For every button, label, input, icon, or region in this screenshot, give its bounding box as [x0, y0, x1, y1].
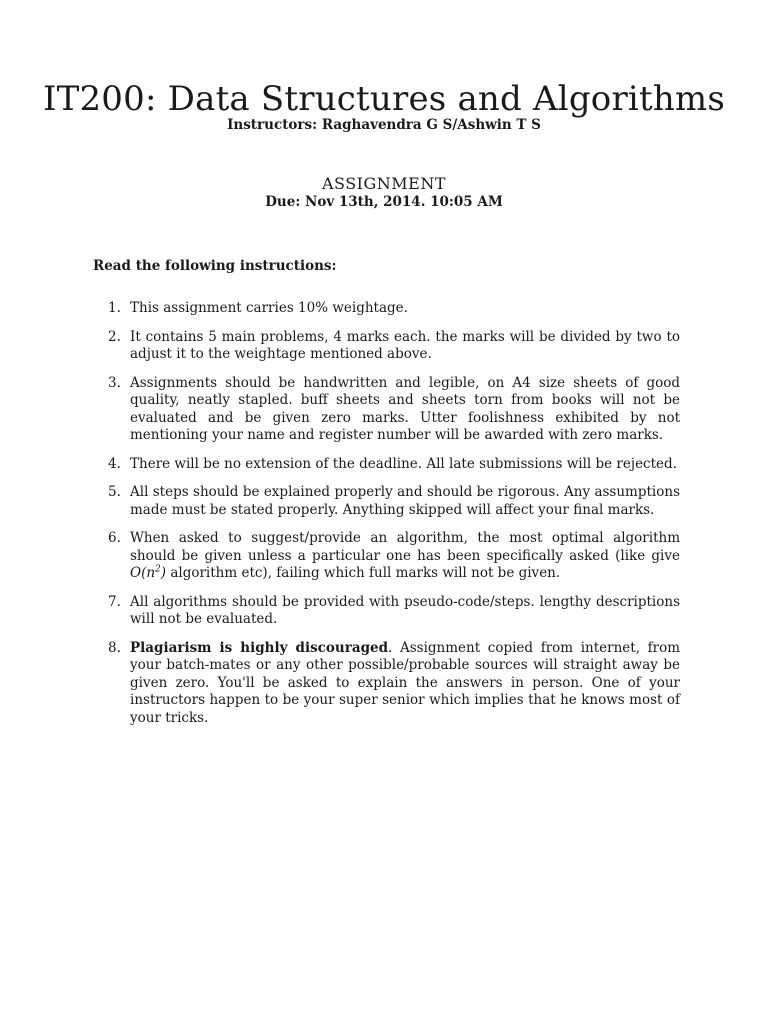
item-number: 4.: [108, 455, 121, 472]
instructions-list: [108, 300, 680, 738]
item-text: All algorithms should be provided with pseudo-code/steps. lengthy descriptions will not be evaluated.: [130, 593, 680, 627]
list-item: [108, 300, 680, 318]
list-item: [108, 530, 680, 583]
item-number: 3.: [108, 374, 121, 391]
item-number: 6.: [108, 530, 121, 546]
math-expression: [130, 565, 166, 581]
list-item: [108, 329, 680, 364]
item-text: [130, 530, 680, 581]
list-item: [108, 484, 680, 519]
item-text: [130, 640, 680, 726]
item-number: 8.: [108, 639, 121, 656]
item-text-before: When asked to suggest/provide an algorithm, the most optimal algorithm should be given unless a particular one has been specifically asked (like give: [130, 530, 680, 564]
item-number: 1.: [108, 300, 121, 316]
item-number: 7.: [108, 593, 121, 610]
list-item: [108, 456, 680, 474]
math-base: O(n: [130, 565, 156, 581]
item-text-after: algorithm etc), failing which full marks will not be given.: [166, 565, 561, 581]
course-title: IT200: Data Structures and Algorithms: [42, 79, 726, 119]
item-text: This assignment carries 10% weightage.: [130, 300, 408, 316]
item-text: There will be no extension of the deadline. All late submissions will be rejected.: [130, 455, 677, 472]
due-date: Due: Nov 13th, 2014. 10:05 AM: [265, 194, 503, 210]
instructors-line: Instructors: Raghavendra G S/Ashwin T S: [227, 117, 541, 133]
list-item: [108, 594, 680, 629]
item-number: 5.: [108, 484, 121, 500]
assignment-title: ASSIGNMENT: [321, 174, 447, 193]
item-text-rest: . Assignment copied from internet, from your batch-mates or any other possible/probable sources will straight away be given zero. You'll be asked to explain the answers in person. One of your instructors happen to be your super senior which implies that he knows most of your tricks.: [130, 639, 680, 726]
item-bold-lead: Plagiarism is highly discouraged: [130, 639, 389, 656]
math-exponent: 2: [155, 564, 161, 575]
list-item: [108, 640, 680, 728]
item-text: All steps should be explained properly and should be rigorous. Any assumptions made must be stated properly. Anything skipped will affect your final marks.: [130, 484, 680, 518]
item-text: Assignments should be handwritten and legible, on A4 size sheets of good quality, neatly stapled. buff sheets and sheets torn from books will not be evaluated and be given zero marks. Utter foolishness exhibited by not mentioning your name and register number will be awarded with zero marks.: [130, 374, 680, 443]
math-close: ): [160, 565, 167, 581]
item-number: 2.: [108, 328, 121, 345]
instructions-heading: Read the following instructions:: [93, 258, 337, 274]
item-text: It contains 5 main problems, 4 marks each. the marks will be divided by two to adjust it to the weightage mentioned above.: [130, 328, 680, 362]
list-item: [108, 375, 680, 445]
